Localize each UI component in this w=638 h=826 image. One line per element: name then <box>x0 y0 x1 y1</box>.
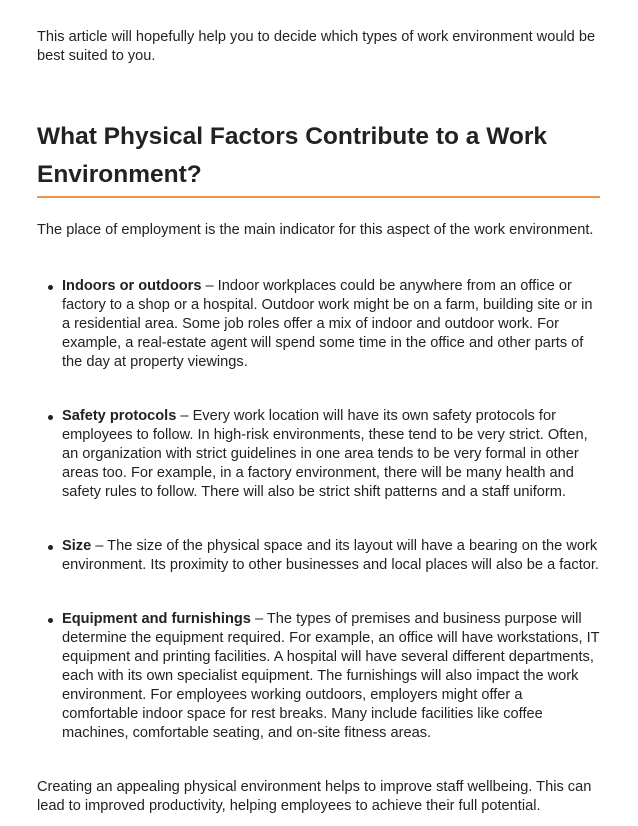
bullet-icon <box>48 285 53 290</box>
list-item-safety-protocols <box>37 407 602 502</box>
lead-paragraph: The place of employment is the main indicator for this aspect of the work environment. <box>37 222 594 238</box>
section-heading: What Physical Factors Contribute to a Work Environment? <box>37 123 548 188</box>
list-item-text: – The size of the physical space and its layout will have a bearing on the work environment. Its proximity to other businesses and local places will also be a factor. <box>62 538 599 573</box>
bullet-icon <box>48 415 53 420</box>
factor-list <box>37 277 602 743</box>
list-item-equipment-furnishings <box>37 610 602 743</box>
list-item-term: Equipment and furnishings <box>62 611 251 627</box>
list-item-term: Indoors or outdoors <box>62 278 202 294</box>
bullet-icon <box>48 618 53 623</box>
heading-divider <box>37 196 600 198</box>
list-item-indoors-outdoors <box>37 277 602 372</box>
list-item-text: – The types of premises and business purpose will determine the equipment required. For example, an office will have workstations, IT equipment and printing facilities. A hospital will have several different departments, each with its own specialist equipment. The furnishings will also impact the work environment. For employees working outdoors, employers might offer a comfortable indoor space for rest breaks. Many include facilities like coffee machines, comfortable seating, and on-site fitness areas. <box>62 611 600 741</box>
list-item-text: – Indoor workplaces could be anywhere from an office or factory to a shop or a hospital. Outdoor work might be on a farm, building site or in a residential area. Some job roles offer a mix of indoor and outdoor work. For example, a real-estate agent will spend some time in the office and other parts of the day at property viewings. <box>62 278 593 370</box>
bullet-icon <box>48 545 53 550</box>
closing-paragraph: Creating an appealing physical environment helps to improve staff wellbeing. This can lead to improved productivity, helping employees to achieve their full potential. <box>37 779 592 814</box>
intro-paragraph: This article will hopefully help you to decide which types of work environment would be best suited to you. <box>37 29 596 64</box>
list-item-term: Safety protocols <box>62 408 177 424</box>
list-item-text: – Every work location will have its own safety protocols for employees to follow. In high-risk environments, these tend to be very strict. Often, an organization with strict guidelines in one area tends to be very formal in other areas too. For example, in a factory environment, there will be many health and safety rules to follow. There will also be strict shift patterns and a staff uniform. <box>62 408 588 500</box>
article <box>37 28 602 816</box>
list-item-term: Size <box>62 538 92 554</box>
list-item-size <box>37 537 602 575</box>
